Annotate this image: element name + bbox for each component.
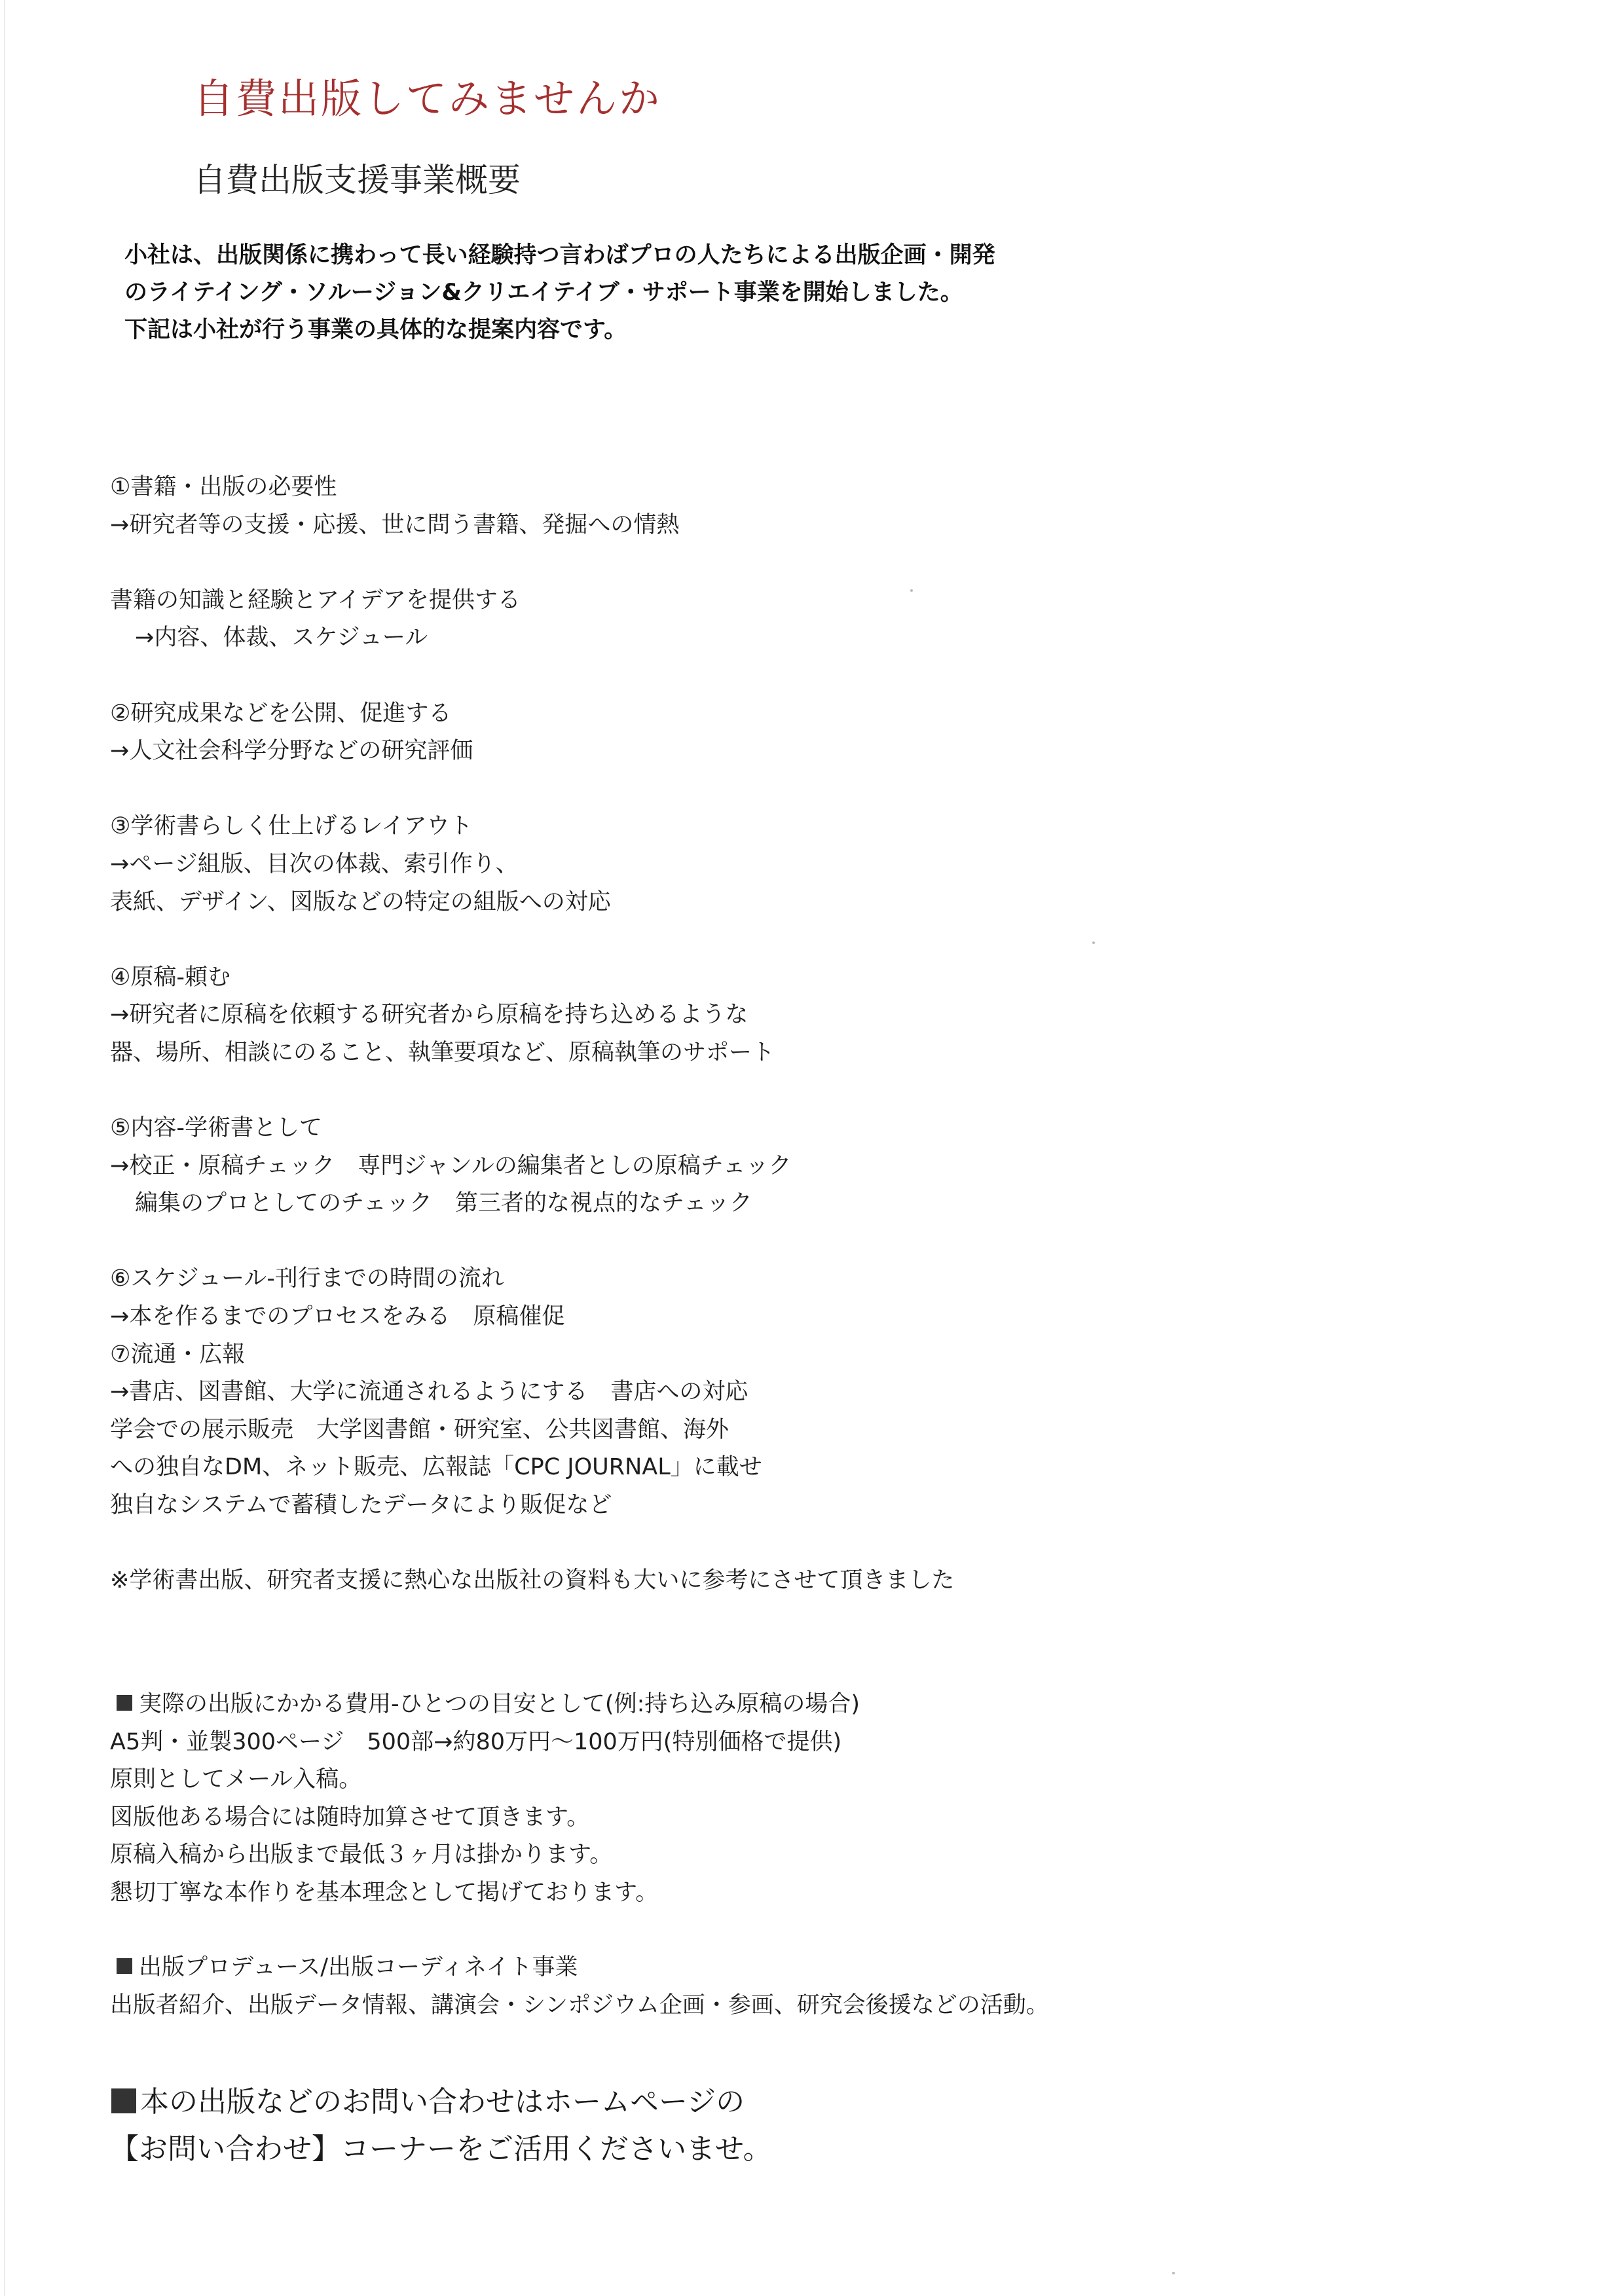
produce-heading	[110, 1949, 1049, 1987]
cost-line: 原稿入稿から出版まで最低３ヶ月は掛かります。	[110, 1842, 613, 1868]
blank-line	[110, 657, 954, 695]
section-line: →校正・原稿チェック 専門ジャンルの編集者としの原稿チェック	[110, 1152, 792, 1179]
produce-line: 出版者紹介、出版データ情報、講演会・シンポジウム企画・参画、研究会後援などの活動。	[110, 1992, 1049, 2018]
intro-line: のライテイング・ソルージョン&クリエイテイブ・サポート事業を開始しました。	[124, 280, 963, 306]
section-heading-6: ⑥スケジュール-刊行までの時間の流れ	[110, 1266, 504, 1292]
section-line: 編集のプロとしてのチェック 第三者的な視点的なチェック	[135, 1190, 752, 1217]
cost-heading-text: 実際の出版にかかる費用-ひとつの目安として(例:持ち込み原稿の場合)	[139, 1691, 860, 1717]
proposal-sections	[110, 469, 954, 1600]
section-line: →ページ組版、目次の体裁、索引作り、	[110, 850, 519, 877]
section-line: への独自なDM、ネット販売、広報誌「CPC JOURNAL」に載せ	[110, 1454, 762, 1481]
section-heading-7: ⑦流通・広報	[110, 1341, 246, 1368]
intro-line: 小社は、出版関係に携わって長い経験持つ言わばプロの人たちによる出版企画・開発	[124, 242, 995, 268]
section-line: →研究者等の支援・応援、世に問う書籍、発掘への情熱	[110, 511, 680, 538]
blank-line	[110, 1223, 954, 1261]
cost-line: 懇切丁寧な本作りを基本理念として掲げております。	[110, 1879, 659, 1906]
blank-line	[110, 1525, 954, 1563]
section-line: 表紙、デザイン、図版などの特定の組版への対応	[110, 888, 611, 915]
contact-line-2: 【お問い合わせ】コーナーをご活用くださいませ。	[110, 2132, 772, 2166]
contact-text-1: 本の出版などのお問い合わせはホームページの	[140, 2085, 745, 2119]
intro-line: 下記は小社が行う事業の具体的な提案内容です。	[124, 317, 627, 343]
blank-line	[110, 771, 954, 809]
section-line: 独自なシステムで蓄積したデータにより販促など	[110, 1492, 612, 1519]
section-heading-5: ⑤内容-学術書として	[110, 1115, 323, 1142]
cost-heading	[110, 1686, 860, 1724]
produce-heading-text: 出版プロデュース/出版コーディネイト事業	[139, 1954, 578, 1980]
scan-speck	[1092, 941, 1095, 944]
section-heading-3: ③学術書らしく仕上げるレイアウト	[110, 813, 473, 840]
contact-line-1	[110, 2079, 772, 2126]
cost-line: A5判・並製300ページ 500部→約80万円～100万円(特別価格で提供)	[110, 1728, 842, 1755]
cost-line: 原則としてメール入稿。	[110, 1766, 362, 1793]
section-line: →内容、体裁、スケジュール	[135, 625, 428, 651]
page-subtitle: 自費出版支援事業概要	[193, 161, 521, 199]
produce-block	[110, 1949, 1049, 2024]
contact-block	[110, 2079, 772, 2173]
section-line: →人文社会科学分野などの研究評価	[110, 738, 473, 765]
section-heading-4: ④原稿-頼む	[110, 964, 231, 991]
cost-line: 図版他ある場合には随時加算させて頂きます。	[110, 1804, 590, 1831]
blank-line	[110, 1072, 954, 1110]
section-line: 器、場所、相談にのること、執筆要項など、原稿執筆のサポート	[110, 1039, 775, 1066]
reference-note: ※学術書出版、研究者支援に熱心な出版社の資料も大いに参考にさせて頂きました	[110, 1567, 955, 1594]
section-line: 書籍の知識と経験とアイデアを提供する	[110, 587, 521, 613]
section-line: 学会での展示販売 大学図書館・研究室、公共図書館、海外	[110, 1416, 729, 1443]
square-bullet-icon	[111, 2088, 136, 2113]
page-title: 自費出版してみませんか	[193, 75, 662, 122]
section-heading-2: ②研究成果などを公開、促進する	[110, 700, 452, 727]
blank-line	[110, 544, 954, 582]
section-heading-1: ①書籍・出版の必要性	[110, 474, 337, 500]
intro-paragraph	[124, 237, 995, 349]
square-bullet-icon	[117, 1958, 132, 1974]
blank-line	[110, 921, 954, 959]
section-line: →研究者に原稿を依頼する研究者から原稿を持ち込めるような	[110, 1002, 748, 1029]
scan-speck	[910, 589, 913, 592]
section-line: →書店、図書館、大学に流通されるようにする 書店への対応	[110, 1379, 748, 1406]
square-bullet-icon	[117, 1695, 132, 1711]
cost-block	[110, 1686, 860, 1912]
scan-speck	[1172, 2272, 1175, 2274]
scan-edge-line	[4, 0, 5, 2296]
section-line: →本を作るまでのプロセスをみる 原稿催促	[110, 1303, 565, 1330]
